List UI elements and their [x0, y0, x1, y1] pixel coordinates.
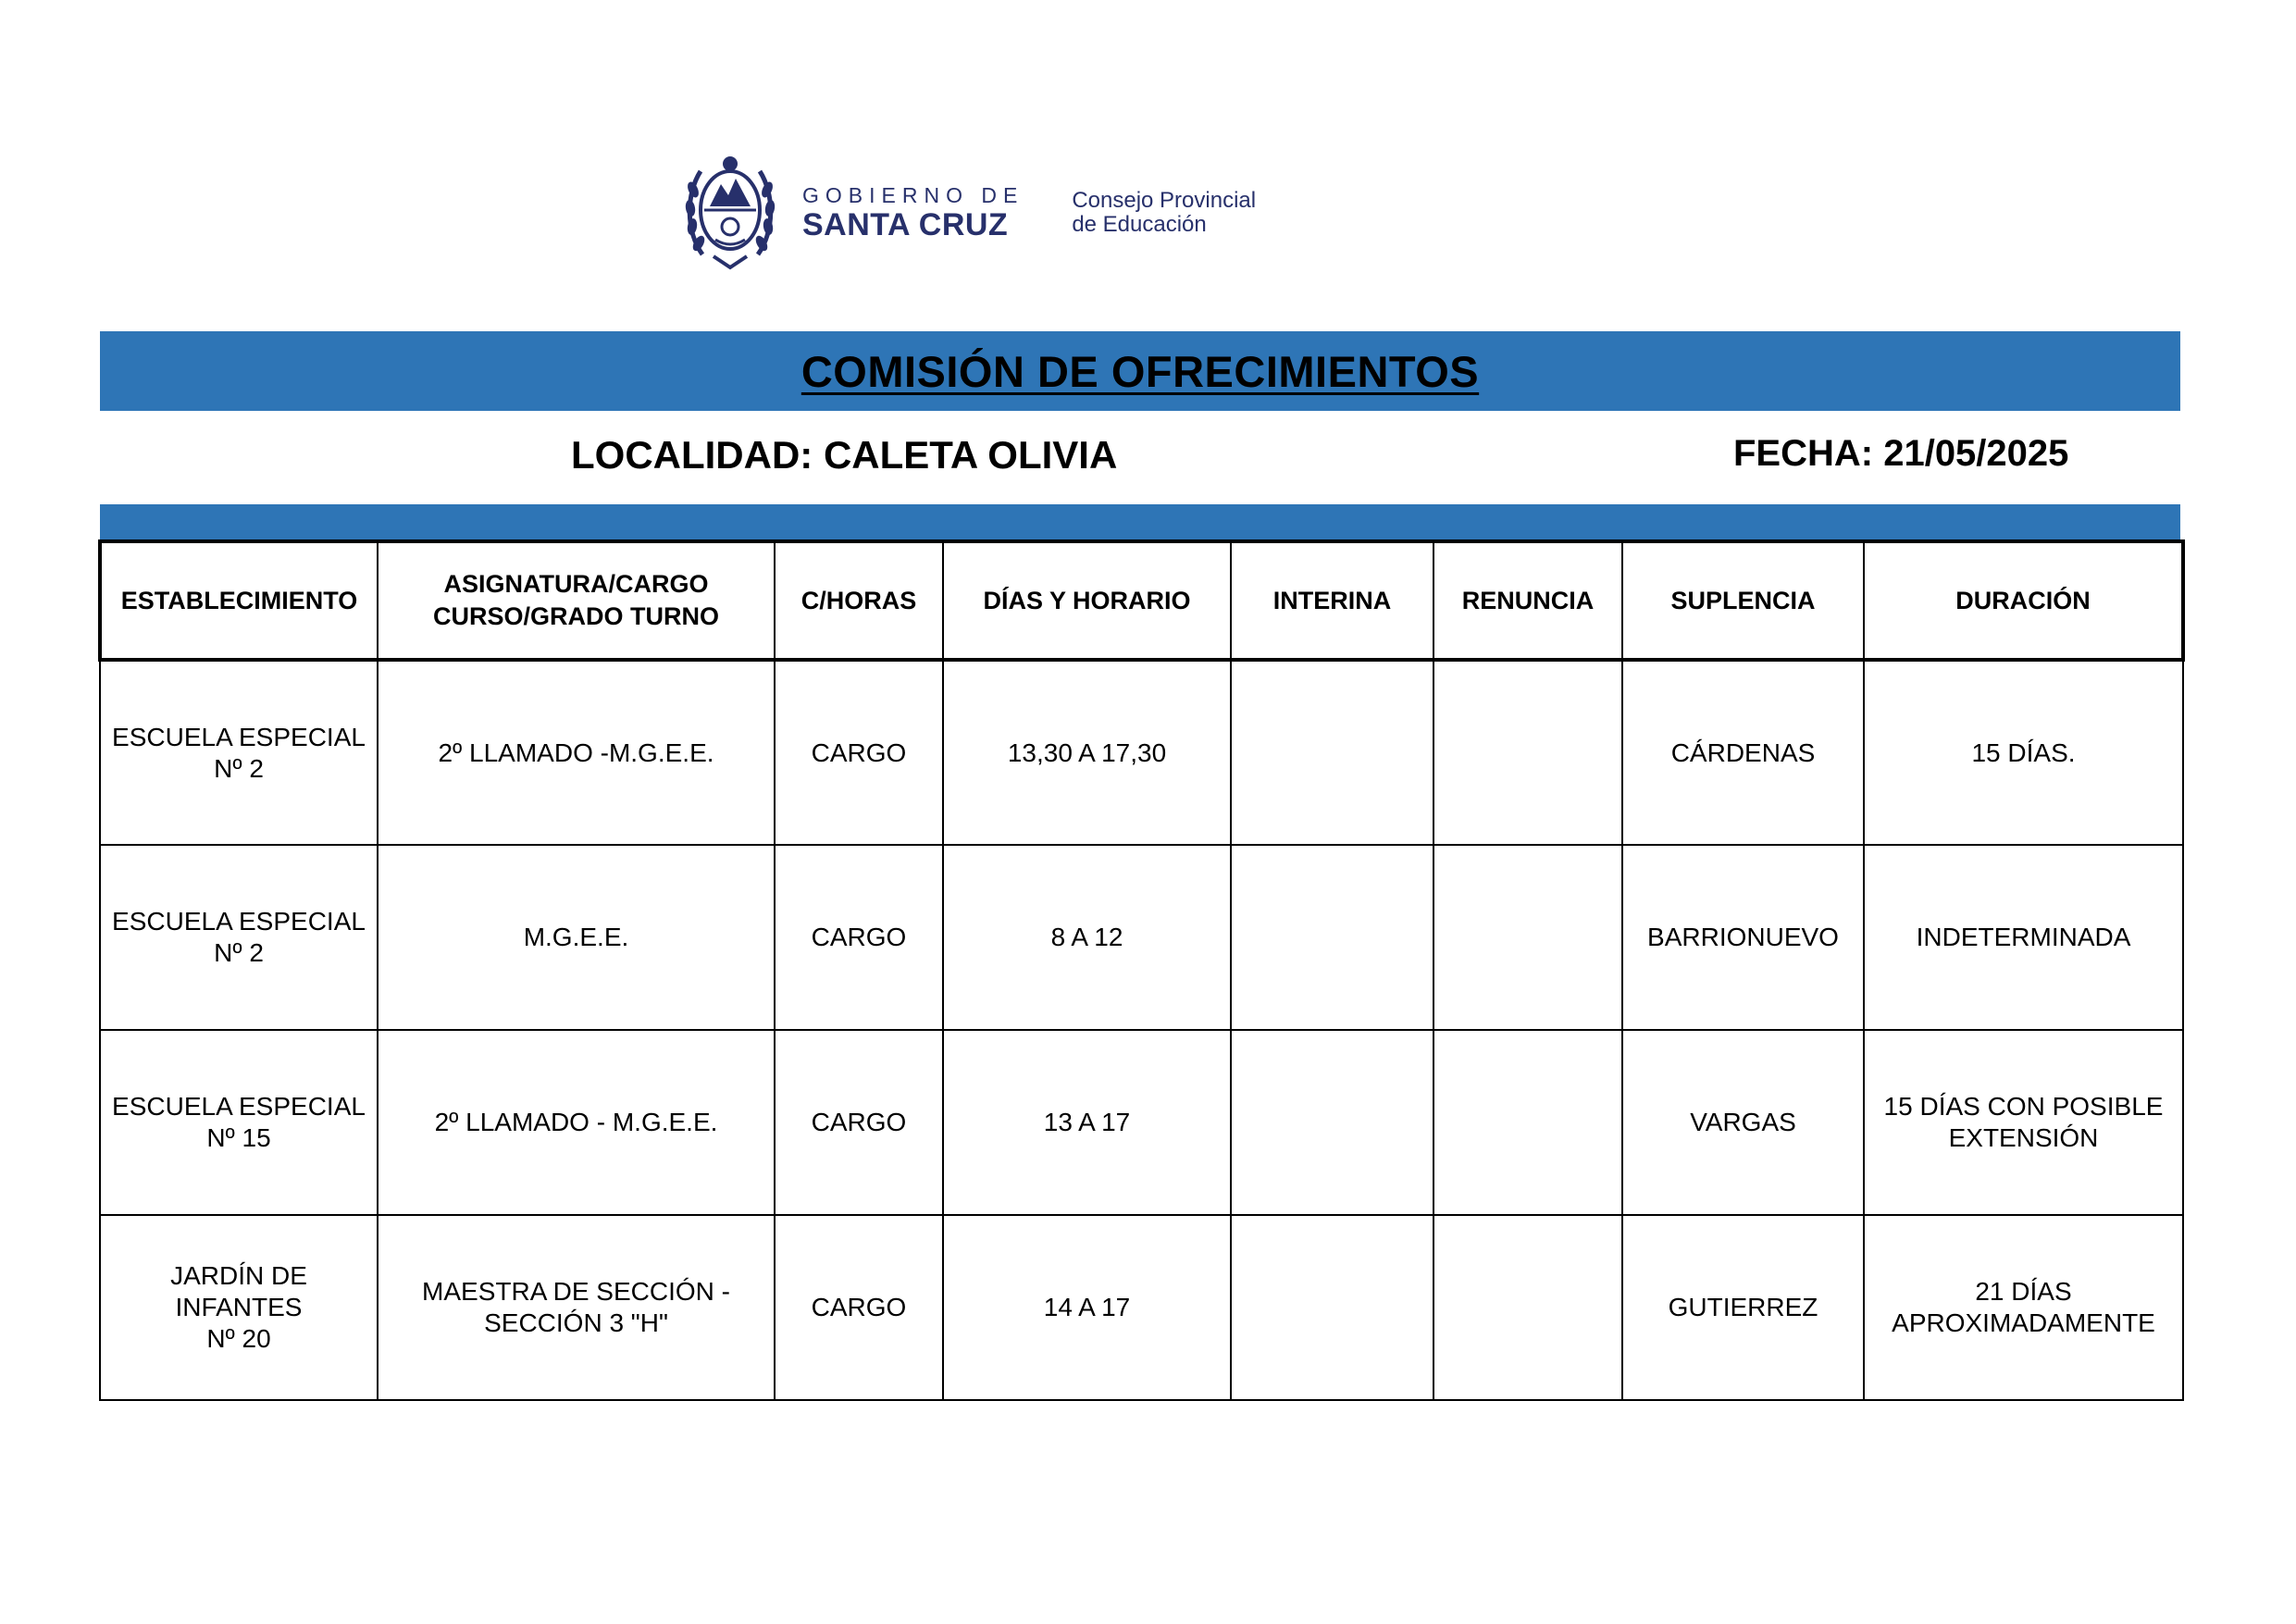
- fecha-label: FECHA: 21/05/2025: [1733, 433, 2069, 474]
- cell-establecimiento: ESCUELA ESPECIAL Nº 15: [100, 1030, 378, 1215]
- cell-dias-horario: 8 A 12: [943, 845, 1231, 1030]
- cell-interina: [1231, 1215, 1433, 1400]
- cell-choras: CARGO: [775, 660, 943, 845]
- provincial-seal-icon: [682, 153, 778, 273]
- cell-renuncia: [1433, 845, 1622, 1030]
- cell-duracion: INDETERMINADA: [1864, 845, 2183, 1030]
- cell-suplencia: CÁRDENAS: [1622, 660, 1864, 845]
- cell-interina: [1231, 1030, 1433, 1215]
- cell-suplencia: GUTIERREZ: [1622, 1215, 1864, 1400]
- header-establecimiento: ESTABLECIMIENTO: [100, 541, 378, 660]
- localidad-label: LOCALIDAD: CALETA OLIVIA: [571, 433, 1118, 477]
- cell-dias-horario: 14 A 17: [943, 1215, 1231, 1400]
- cell-choras: CARGO: [775, 1215, 943, 1400]
- cell-dias-horario: 13,30 A 17,30: [943, 660, 1231, 845]
- cell-asignatura: MAESTRA DE SECCIÓN - SECCIÓN 3 "H": [378, 1215, 775, 1400]
- cell-asignatura: M.G.E.E.: [378, 845, 775, 1030]
- council-name: [1072, 189, 1256, 237]
- header-choras: C/HORAS: [775, 541, 943, 660]
- cell-interina: [1231, 660, 1433, 845]
- cell-renuncia: [1433, 1030, 1622, 1215]
- cell-suplencia: BARRIONUEVO: [1622, 845, 1864, 1030]
- table-row: [100, 660, 2183, 845]
- table-top-band: [100, 504, 2180, 539]
- cell-duracion: 21 DÍAS APROXIMADAMENTE: [1864, 1215, 2183, 1400]
- header-logo: [682, 153, 1256, 273]
- header-interina: INTERINA: [1231, 541, 1433, 660]
- title-bar: [100, 331, 2180, 411]
- cell-establecimiento: JARDÍN DE INFANTES Nº 20: [100, 1215, 378, 1400]
- header-duracion: DURACIÓN: [1864, 541, 2183, 660]
- council-line1: Consejo Provincial: [1072, 188, 1257, 213]
- cell-renuncia: [1433, 660, 1622, 845]
- cell-renuncia: [1433, 1215, 1622, 1400]
- header-suplencia: SUPLENCIA: [1622, 541, 1864, 660]
- gov-line1: GOBIERNO DE: [802, 183, 1024, 207]
- cell-choras: CARGO: [775, 845, 943, 1030]
- cell-asignatura: 2º LLAMADO -M.G.E.E.: [378, 660, 775, 845]
- cell-duracion: 15 DÍAS.: [1864, 660, 2183, 845]
- cell-asignatura: 2º LLAMADO - M.G.E.E.: [378, 1030, 775, 1215]
- header-asignatura: ASIGNATURA/CARGO CURSO/GRADO TURNO: [378, 541, 775, 660]
- table-row: [100, 1215, 2183, 1400]
- cell-duracion: 15 DÍAS CON POSIBLE EXTENSIÓN: [1864, 1030, 2183, 1215]
- header-renuncia: RENUNCIA: [1433, 541, 1622, 660]
- header-dias-horario: DÍAS Y HORARIO: [943, 541, 1231, 660]
- table-row: [100, 1030, 2183, 1215]
- cell-dias-horario: 13 A 17: [943, 1030, 1231, 1215]
- government-name: [802, 183, 1024, 242]
- cell-interina: [1231, 845, 1433, 1030]
- cell-choras: CARGO: [775, 1030, 943, 1215]
- offers-table: [98, 539, 2185, 1401]
- page-title: COMISIÓN DE OFRECIMIENTOS: [800, 346, 1480, 396]
- cell-establecimiento: ESCUELA ESPECIAL Nº 2: [100, 660, 378, 845]
- table-header-row: [100, 541, 2183, 660]
- table-row: [100, 845, 2183, 1030]
- cell-establecimiento: ESCUELA ESPECIAL Nº 2: [100, 845, 378, 1030]
- cell-suplencia: VARGAS: [1622, 1030, 1864, 1215]
- gov-line2: SANTA CRUZ: [802, 207, 1009, 242]
- council-line2: de Educación: [1072, 212, 1207, 237]
